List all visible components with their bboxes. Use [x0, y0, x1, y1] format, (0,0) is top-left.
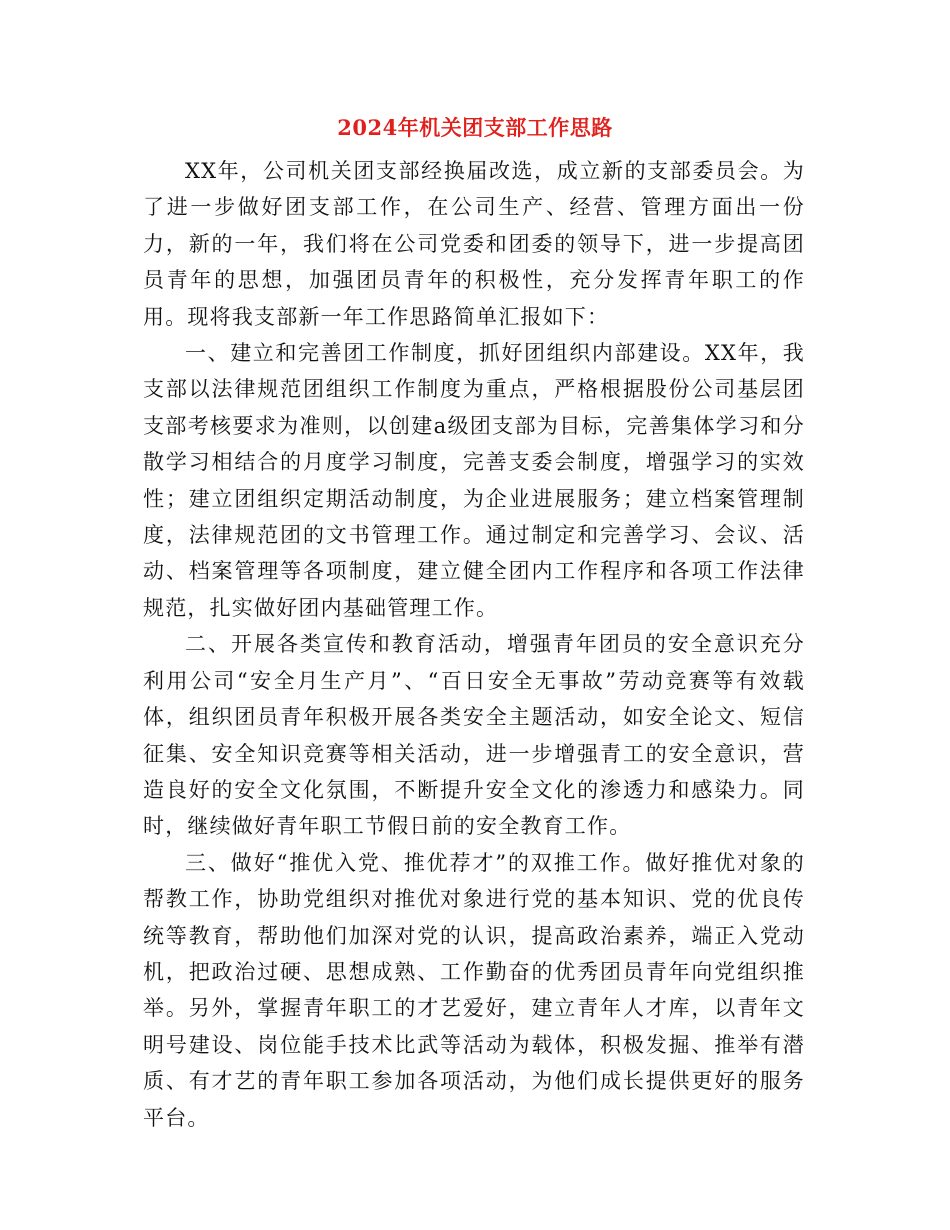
paragraph-section-2: 二、开展各类宣传和教育活动，增强青年团员的安全意识充分利用公司“安全月生产月”、“百日安全无事故”劳动竞赛等有效载体，组织团员青年积极开展各类安全主题活动，如安全论文、短信征集、安全知识竞赛等相关活动，进一步增强青工的安全意识，营造良好的安全文化氛围，不断提升安全文化的渗透力和感染力。同时，继续做好青年职工节假日前的安全教育工作。: [143, 632, 805, 839]
document-title: 2024年机关团支部工作思路: [337, 115, 613, 140]
paragraph-section-3: 三、做好“推优入党、推优荐才”的双推工作。做好推优对象的帮教工作，协助党组织对推优对象进行党的基本知识、党的优良传统等教育，帮助他们加深对党的认识，提高政治素养，端正入党动机，把政治过硬、思想成熟、工作勤奋的优秀团员青年向党组织推举。另外，掌握青年职工的才艺爱好，建立青年人才库，以青年文明号建设、岗位能手技术比武等活动为载体，积极发掘、推举有潜质、有才艺的青年职工参加各项活动，为他们成长提供更好的服务平台。: [143, 850, 805, 1130]
document-body: [143, 153, 805, 1136]
paragraph-section-1: 一、建立和完善团工作制度，抓好团组织内部建设。XX年，我支部以法律规范团组织工作制度为重点，严格根据股份公司基层团支部考核要求为准则，以创建a级团支部为目标，完善集体学习和分散学习相结合的月度学习制度，完善支委会制度，增强学习的实效性；建立团组织定期活动制度，为企业进展服务；建立档案管理制度，法律规范团的文书管理工作。通过制定和完善学习、会议、活动、档案管理等各项制度，建立健全团内工作程序和各项工作法律规范，扎实做好团内基础管理工作。: [143, 341, 805, 620]
paragraph-intro: XX年，公司机关团支部经换届改选，成立新的支部委员会。为了进一步做好团支部工作，在公司生产、经营、管理方面出一份力，新的一年，我们将在公司党委和团委的领导下，进一步提高团员青年的思想，加强团员青年的积极性，充分发挥青年职工的作用。现将我支部新一年工作思路简单汇报如下：: [143, 159, 805, 329]
